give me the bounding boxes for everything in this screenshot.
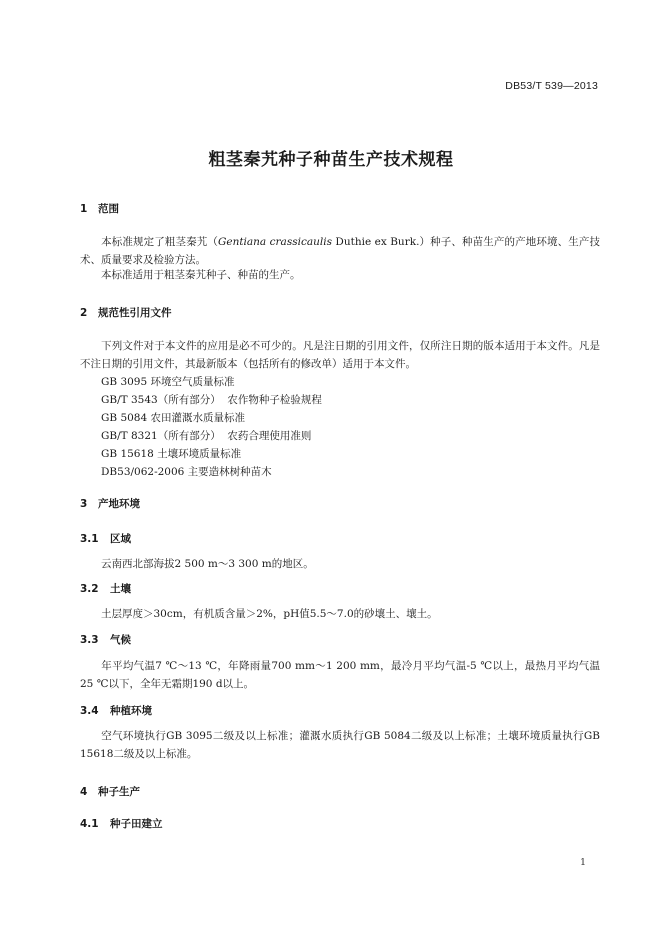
soil-text: 土层厚度＞30cm，有机质含量＞2%，pH值5.5～7.0的砂壤土、壤土。 — [101, 608, 438, 620]
scope-text-2: 本标准适用于粗茎秦艽种子、种苗的生产。 — [101, 269, 301, 281]
subsection-title: 气候 — [110, 634, 131, 646]
section-number: 1 — [80, 203, 88, 215]
subsection-heading-3-3 — [80, 632, 131, 647]
reference-item: DB53/062-2006 主要造林树种苗木 — [101, 466, 272, 478]
section-title: 产地环境 — [98, 498, 140, 510]
latin-name: Gentiana crassicaulis — [217, 236, 332, 248]
planting-environment-paragraph — [80, 727, 600, 763]
subsection-number: 3.1 — [80, 533, 99, 545]
subsection-number: 3.3 — [80, 634, 99, 646]
reference-item: GB 3095 环境空气质量标准 — [101, 376, 235, 388]
subsection-title: 区域 — [110, 533, 131, 545]
scope-paragraph-2 — [80, 266, 600, 284]
subsection-number: 3.2 — [80, 583, 99, 595]
scope-text-b: Duthie ex Burk.）种子、种苗生产的产地环境、生产技术、质量要求及检验方法。 — [80, 236, 600, 266]
subsection-heading-3-4 — [80, 703, 152, 718]
document-title: 粗茎秦艽种子种苗生产技术规程 — [208, 150, 454, 170]
page-number: 1 — [579, 857, 586, 868]
references-intro-text: 下列文件对于本文件的应用是必不可少的。凡是注日期的引用文件，仅所注日期的版本适用于本文件。凡是不注日期的引用文件，其最新版本（包括所有的修改单）适用于本文件。 — [80, 340, 600, 370]
subsection-heading-3-1 — [80, 531, 131, 546]
region-text: 云南西北部海拔2 500 m～3 300 m的地区。 — [101, 558, 314, 570]
planting-environment-text: 空气环境执行GB 3095二级及以上标准；灌溉水质执行GB 5084二级及以上标准；土壤环境质量执行GB 15618二级及以上标准。 — [80, 730, 600, 760]
climate-text: 年平均气温7 ℃～13 ℃，年降雨量700 mm～1 200 mm，最冷月平均气温-5 ℃以上，最热月平均气温25 ℃以下，全年无霜期190 d以上。 — [80, 660, 600, 690]
soil-paragraph — [80, 605, 600, 623]
references-intro — [80, 337, 600, 373]
section-heading-3 — [80, 496, 140, 511]
reference-item: GB/T 3543（所有部分） 农作物种子检验规程 — [101, 394, 322, 406]
reference-item: GB 15618 土壤环境质量标准 — [101, 448, 242, 460]
section-heading-2 — [80, 305, 172, 320]
subsection-title: 土壤 — [110, 583, 131, 595]
section-title: 范围 — [98, 203, 119, 215]
scope-paragraph-1 — [80, 233, 600, 269]
scope-text-a: 本标准规定了粗茎秦艽（ — [101, 236, 218, 248]
section-number: 3 — [80, 498, 88, 510]
subsection-number: 3.4 — [80, 705, 99, 717]
section-heading-4 — [80, 784, 140, 799]
subsection-heading-3-2 — [80, 581, 131, 596]
subsection-number: 4.1 — [80, 818, 99, 830]
section-heading-1 — [80, 201, 119, 216]
section-title: 种子生产 — [98, 786, 140, 798]
reference-item: GB/T 8321（所有部分） 农药合理使用准则 — [101, 430, 312, 442]
reference-item: GB 5084 农田灌溉水质量标准 — [101, 412, 246, 424]
subsection-title: 种子田建立 — [110, 818, 163, 830]
section-number: 4 — [80, 786, 88, 798]
standard-code: DB53/T 539—2013 — [505, 80, 598, 92]
region-paragraph — [80, 555, 600, 573]
section-number: 2 — [80, 307, 88, 319]
climate-paragraph — [80, 657, 600, 693]
subsection-heading-4-1 — [80, 816, 163, 831]
subsection-title: 种植环境 — [110, 705, 152, 717]
section-title: 规范性引用文件 — [98, 307, 172, 319]
